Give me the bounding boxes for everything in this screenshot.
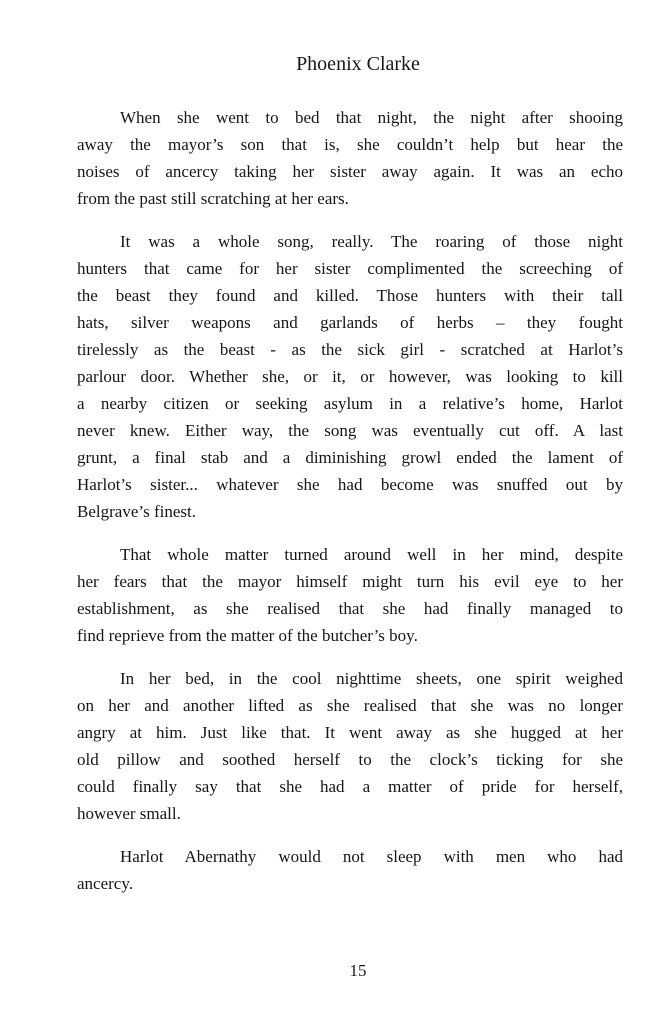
paragraph bbox=[77, 843, 623, 897]
paragraph bbox=[77, 665, 623, 827]
text-line: Harlot Abernathy would not sleep with men who had bbox=[120, 847, 623, 866]
text-line: In her bed, in the cool nighttime sheets, one spirit weighed bbox=[120, 669, 623, 688]
text-line: That whole matter turned around well in her mind, despite bbox=[120, 545, 623, 564]
text-line: grunt, a final stab and a diminishing growl ended the lament of bbox=[77, 448, 623, 467]
text-line: however small. bbox=[77, 804, 181, 823]
text-line: old pillow and soothed herself to the clock’s ticking for she bbox=[77, 750, 623, 769]
text-line: It was a whole song, really. The roaring of those night bbox=[120, 232, 623, 251]
text-line: the beast they found and killed. Those hunters with their tall bbox=[77, 286, 623, 305]
text-line: from the past still scratching at her ears. bbox=[77, 189, 349, 208]
text-line: parlour door. Whether she, or it, or however, was looking to kill bbox=[77, 367, 623, 386]
text-line: a nearby citizen or seeking asylum in a relative’s home, Harlot bbox=[77, 394, 623, 413]
text-line: hunters that came for her sister complimented the screeching of bbox=[77, 259, 623, 278]
running-head: Phoenix Clarke bbox=[296, 53, 420, 75]
text-line: her fears that the mayor himself might turn his evil eye to her bbox=[77, 572, 623, 591]
text-line: Harlot’s sister... whatever she had become was snuffed out by bbox=[77, 475, 623, 494]
paragraph bbox=[77, 541, 623, 649]
text-line: find reprieve from the matter of the butcher’s boy. bbox=[77, 626, 418, 645]
text-line: ancercy. bbox=[77, 874, 133, 893]
text-line: never knew. Either way, the song was eventually cut off. A last bbox=[77, 421, 623, 440]
text-line: noises of ancercy taking her sister away again. It was an echo bbox=[77, 162, 623, 181]
page-number: 15 bbox=[349, 961, 367, 980]
text-line: could finally say that she had a matter of pride for herself, bbox=[77, 777, 623, 796]
text-line: hats, silver weapons and garlands of herbs – they fought bbox=[77, 313, 623, 332]
paragraph bbox=[77, 104, 623, 212]
text-line: tirelessly as the beast - as the sick girl - scratched at Harlot’s bbox=[77, 340, 623, 359]
text-line: away the mayor’s son that is, she couldn’t help but hear the bbox=[77, 135, 623, 154]
text-line: establishment, as she realised that she had finally managed to bbox=[77, 599, 623, 618]
text-line: Belgrave’s finest. bbox=[77, 502, 196, 521]
page-content bbox=[77, 104, 623, 913]
paragraph bbox=[77, 228, 623, 525]
text-line: angry at him. Just like that. It went away as she hugged at her bbox=[77, 723, 623, 742]
text-line: on her and another lifted as she realised that she was no longer bbox=[77, 696, 623, 715]
text-line: When she went to bed that night, the night after shooing bbox=[120, 108, 623, 127]
